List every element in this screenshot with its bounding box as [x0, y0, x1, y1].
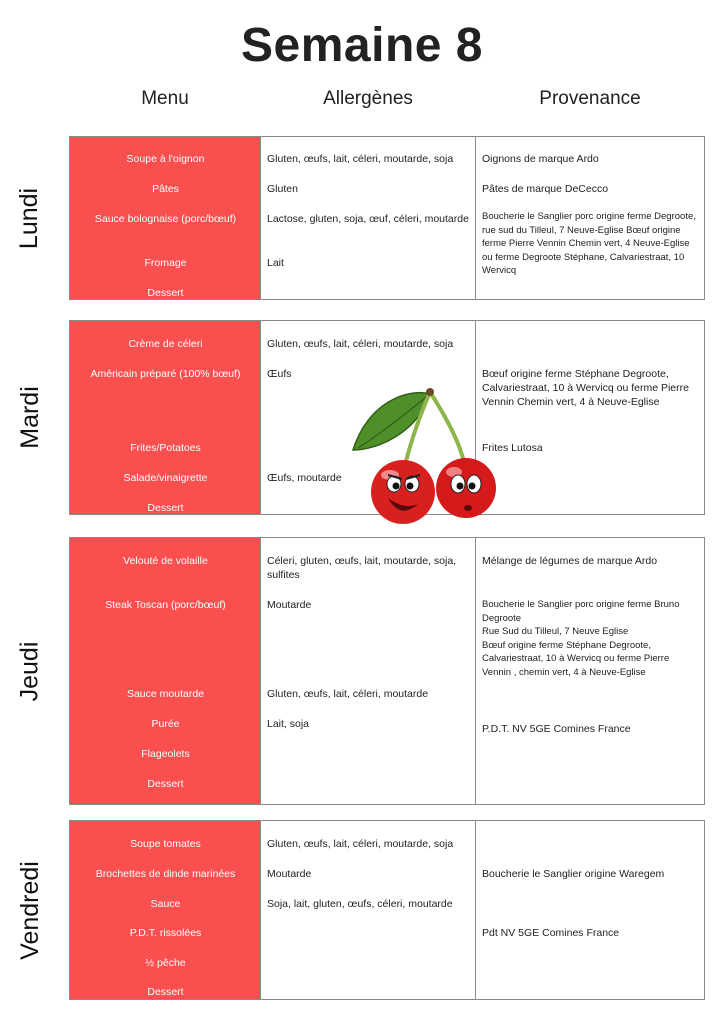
- provenance-text: Bœuf origine ferme Stéphane Degroote, Calvariestraat, 10 à Wervicq ou ferme Pierre Vennin Chemin vert, 4 à Neuve-Eglise: [482, 368, 689, 408]
- allergen-text: Gluten, œufs, lait, céleri, moutarde, soja: [267, 838, 454, 850]
- menu-item: P.D.T. rissolées: [129, 927, 202, 939]
- provenance-text: Pâtes de marque DeCecco: [482, 183, 609, 195]
- allergen-text: Gluten, œufs, lait, céleri, moutarde, soja: [267, 338, 454, 350]
- allergen-text: Moutarde: [267, 599, 312, 611]
- menu-item: Frites/Potatoes: [130, 442, 201, 454]
- menu-item: Flageolets: [141, 748, 190, 760]
- menu-item: Sauce: [150, 898, 181, 910]
- menu-item: Sauce moutarde: [126, 688, 205, 700]
- allergen-text: Œufs: [267, 368, 292, 380]
- allergen-text: Œufs, moutarde: [267, 472, 342, 484]
- menu-item: ½ pêche: [145, 957, 186, 969]
- provenance-text: Boucherie le Sanglier porc origine ferme Bruno Degroote Rue Sud du Tilleul, 7 Neuve Eglise Bœuf origine ferme Stéphane Degroote, Calvariestraat, 10 à Wervicq ou ferme Pierre Vennin , chemin vert, 4 à Neuve-Eglise: [482, 599, 680, 678]
- day-label-lundi: Lundi: [15, 187, 44, 249]
- menu-item: Dessert: [147, 287, 184, 299]
- menu-column: [70, 821, 261, 999]
- day-block-jeudi: [0, 537, 724, 805]
- day-table-jeudi: [69, 537, 705, 805]
- allergen-text: Gluten, œufs, lait, céleri, moutarde: [267, 688, 429, 700]
- menu-column: [70, 137, 261, 299]
- day-block-vendredi: [0, 820, 724, 1000]
- menu-item: Américain préparé (100% bœuf): [90, 368, 241, 380]
- day-label-jeudi: Jeudi: [15, 641, 44, 701]
- allergens-column: [261, 821, 476, 999]
- menu-item: Pâtes: [152, 183, 179, 195]
- menu-column: [70, 538, 261, 804]
- allergen-text: Lait: [267, 257, 284, 269]
- menu-column: [70, 321, 261, 514]
- allergen-text: Lactose, gluten, soja, œuf, céleri, moutarde: [267, 213, 469, 225]
- menu-item: Dessert: [147, 778, 184, 790]
- menu-item: Steak Toscan (porc/bœuf): [105, 599, 226, 611]
- menu-item: Crème de céleri: [128, 338, 203, 350]
- allergen-text: Gluten: [267, 183, 298, 195]
- menu-item: Fromage: [144, 257, 187, 269]
- provenance-text: P.D.T. NV 5GE Comines France: [482, 723, 631, 735]
- day-label-mardi: Mardi: [15, 386, 44, 449]
- day-block-lundi: [0, 136, 724, 300]
- menu-item: Brochettes de dinde marinées: [95, 868, 236, 880]
- allergen-text: Soja, lait, gluten, œufs, céleri, moutarde: [267, 898, 453, 910]
- column-header-menu: Menu: [141, 88, 189, 109]
- day-table-vendredi: [69, 820, 705, 1000]
- provenance-column: [476, 137, 705, 299]
- allergens-column: [261, 137, 476, 299]
- menu-item: Dessert: [147, 502, 184, 514]
- provenance-text: Oignons de marque Ardo: [482, 153, 599, 165]
- allergen-text: Gluten, œufs, lait, céleri, moutarde, soja: [267, 153, 454, 165]
- menu-item: Purée: [151, 718, 180, 730]
- page-title: Semaine 8: [241, 19, 483, 72]
- menu-item: Dessert: [147, 986, 184, 998]
- cherries-icon: [348, 380, 503, 525]
- provenance-column: [476, 321, 705, 514]
- provenance-text: Pdt NV 5GE Comines France: [482, 927, 620, 939]
- menu-item: Sauce bolognaise (porc/bœuf): [94, 213, 237, 225]
- day-table-lundi: [69, 136, 705, 300]
- provenance-text: Boucherie le Sanglier porc origine ferme Degroote, rue sud du Tilleul, 7 Neuve-Eglise Bœuf origine ferme Pierre Vennin Chemin vert, 4 Neuve-Eglise ou ferme Degroote Stéphane, Calvariestraat, 10 Wervicq: [482, 211, 696, 276]
- allergen-text: Lait, soja: [267, 718, 310, 730]
- provenance-column: [476, 821, 705, 999]
- menu-item: Velouté de volaille: [123, 555, 208, 567]
- menu-item: Soupe tomates: [130, 838, 201, 850]
- column-header-provenance: Provenance: [539, 88, 641, 109]
- menu-item: Salade/vinaigrette: [123, 472, 208, 484]
- provenance-text: Frites Lutosa: [482, 442, 543, 454]
- allergens-column: [261, 538, 476, 804]
- menu-item: Soupe à l'oignon: [126, 153, 205, 165]
- column-header-allergens: Allergènes: [323, 88, 413, 109]
- provenance-text: Mélange de légumes de marque Ardo: [482, 555, 658, 567]
- day-label-vendredi: Vendredi: [15, 860, 44, 960]
- provenance-column: [476, 538, 705, 804]
- allergen-text: Moutarde: [267, 868, 312, 880]
- provenance-text: Boucherie le Sanglier origine Waregem: [482, 868, 665, 880]
- allergen-text: Céleri, gluten, œufs, lait, moutarde, soja, sulfites: [267, 555, 457, 581]
